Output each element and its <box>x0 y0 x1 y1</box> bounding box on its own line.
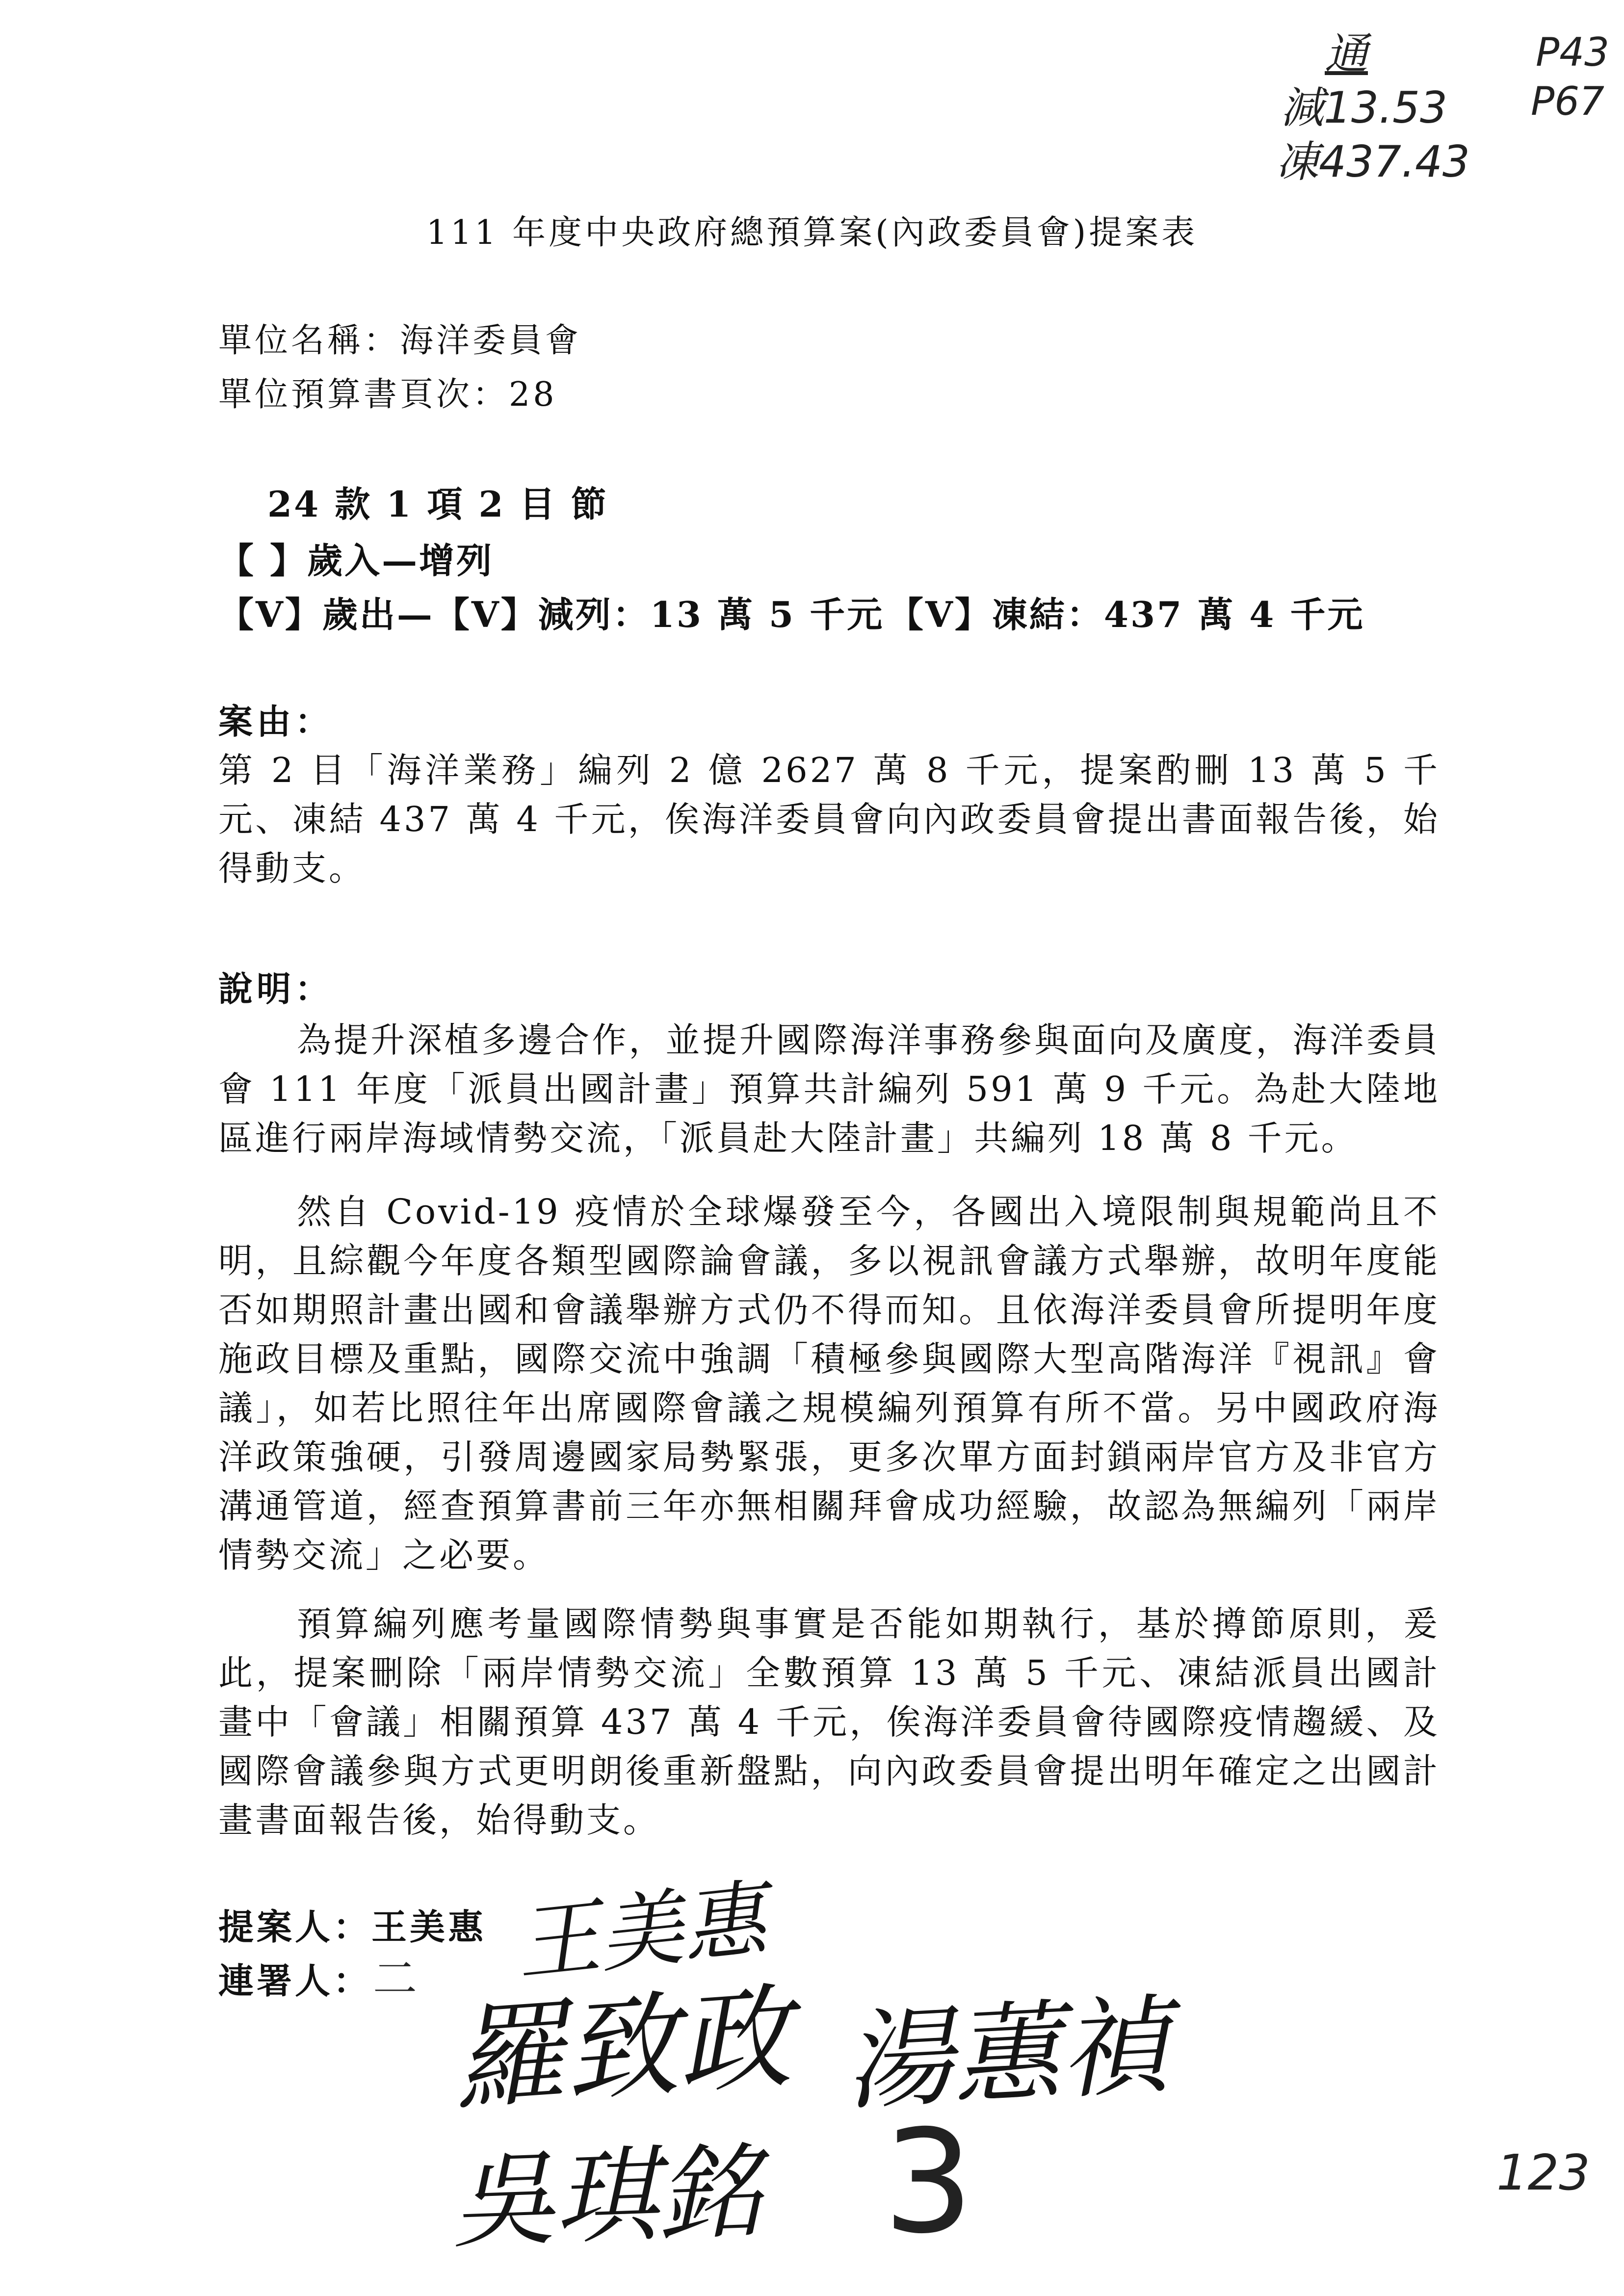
reason-heading: 案由： <box>218 701 333 742</box>
cosigner-mark: 二 <box>373 1953 417 2005</box>
explanation-heading: 說明： <box>218 968 333 1009</box>
explanation-paragraph-3: 預算編列應考量國際情勢與事實是否能如期執行，基於撙節原則，爰此，提案刪除「兩岸情勢交流」全數預算 13 萬 5 千元、凍結派員出國計畫中「會議」相關預算 437 萬 4 千元，俟海洋委員會待國際疫情趨緩、及國際會議參與方式更明朗後重新盤點，向內政委員會提出明年確定之出國計畫書面報告後，始得動支。 <box>218 1604 1440 1840</box>
reason-text: 第 2 目「海洋業務」編列 2 億 2627 萬 8 千元，提案酌刪 13 萬 5 千元、凍結 437 萬 4 千元，俟海洋委員會向內政委員會提出書面報告後，始得動支。 <box>218 750 1440 888</box>
annotation-page-ref-1: P43 <box>1536 29 1610 75</box>
proposer-signature: 王美惠 <box>511 1870 771 1994</box>
annotation-top-mark: 通 <box>1325 28 1368 79</box>
cosigner-signature-2: 湯蕙禎 <box>841 1983 1172 2126</box>
explanation-paragraph-2: 然自 Covid-19 疫情於全球爆發至今，各國出入境限制與規範尚且不明，且綜觀今年度各類型國際論會議，多以視訊會議方式舉辦，故明年度能否如期照計畫出國和會議舉辦方式仍不得而知。且依海洋委員會所提明年度施政目標及重點，國際交流中強調「積極參與國際大型高階海洋『視訊』會議」，如若比照往年出席國際會議之規模編列預算有所不當。另中國政府海洋政策強硬，引發周邊國家局勢緊張，更多次單方面封鎖兩岸官方及非官方溝通管道，經查預算書前三年亦無相關拜會成功經驗，故認為無編列「兩岸情勢交流」之必要。 <box>218 1192 1440 1575</box>
cosigner-signature-3: 吳琪銘 <box>449 2132 763 2263</box>
freeze-line: 【V】凍結：437 萬 4 千元 <box>888 594 1365 635</box>
annotation-reduce-note: 減13.53 <box>1281 82 1447 133</box>
explanation-paragraph-1: 為提升深植多邊合作，並提升國際海洋事務參與面向及廣度，海洋委員會 111 年度「派員出國計畫」預算共計編列 591 萬 9 千元。為赴大陸地區進行兩岸海域情勢交流，「派員赴大陸計畫」共編列 18 萬 8 千元。 <box>218 1020 1440 1158</box>
page-title: 111 年度中央政府總預算案(內政委員會)提案表 <box>426 213 1198 252</box>
cosigner-label: 連署人： <box>218 1960 372 2002</box>
unit-budget-page: 單位預算書頁次：28 <box>218 375 557 414</box>
annotation-page-ref-2: P67 <box>1531 78 1605 124</box>
expenditure-reduce-line: 【V】歲出—【V】減列：13 萬 5 千元 <box>218 594 885 635</box>
budget-category-item: 24 款 1 項 2 目 節 <box>267 483 608 525</box>
annotation-freeze-note: 凍437.43 <box>1276 136 1470 187</box>
cosigner-signature-1: 羅致政 <box>447 1972 795 2126</box>
page-number: 123 <box>1496 2144 1590 2201</box>
proposer-label: 提案人：王美惠 <box>218 1906 487 1948</box>
unit-name: 單位名稱：海洋委員會 <box>218 321 582 360</box>
revenue-increase-line: 【 】歲入—增列 <box>218 540 494 581</box>
cosigner-count-mark: 3 <box>883 2100 974 2265</box>
